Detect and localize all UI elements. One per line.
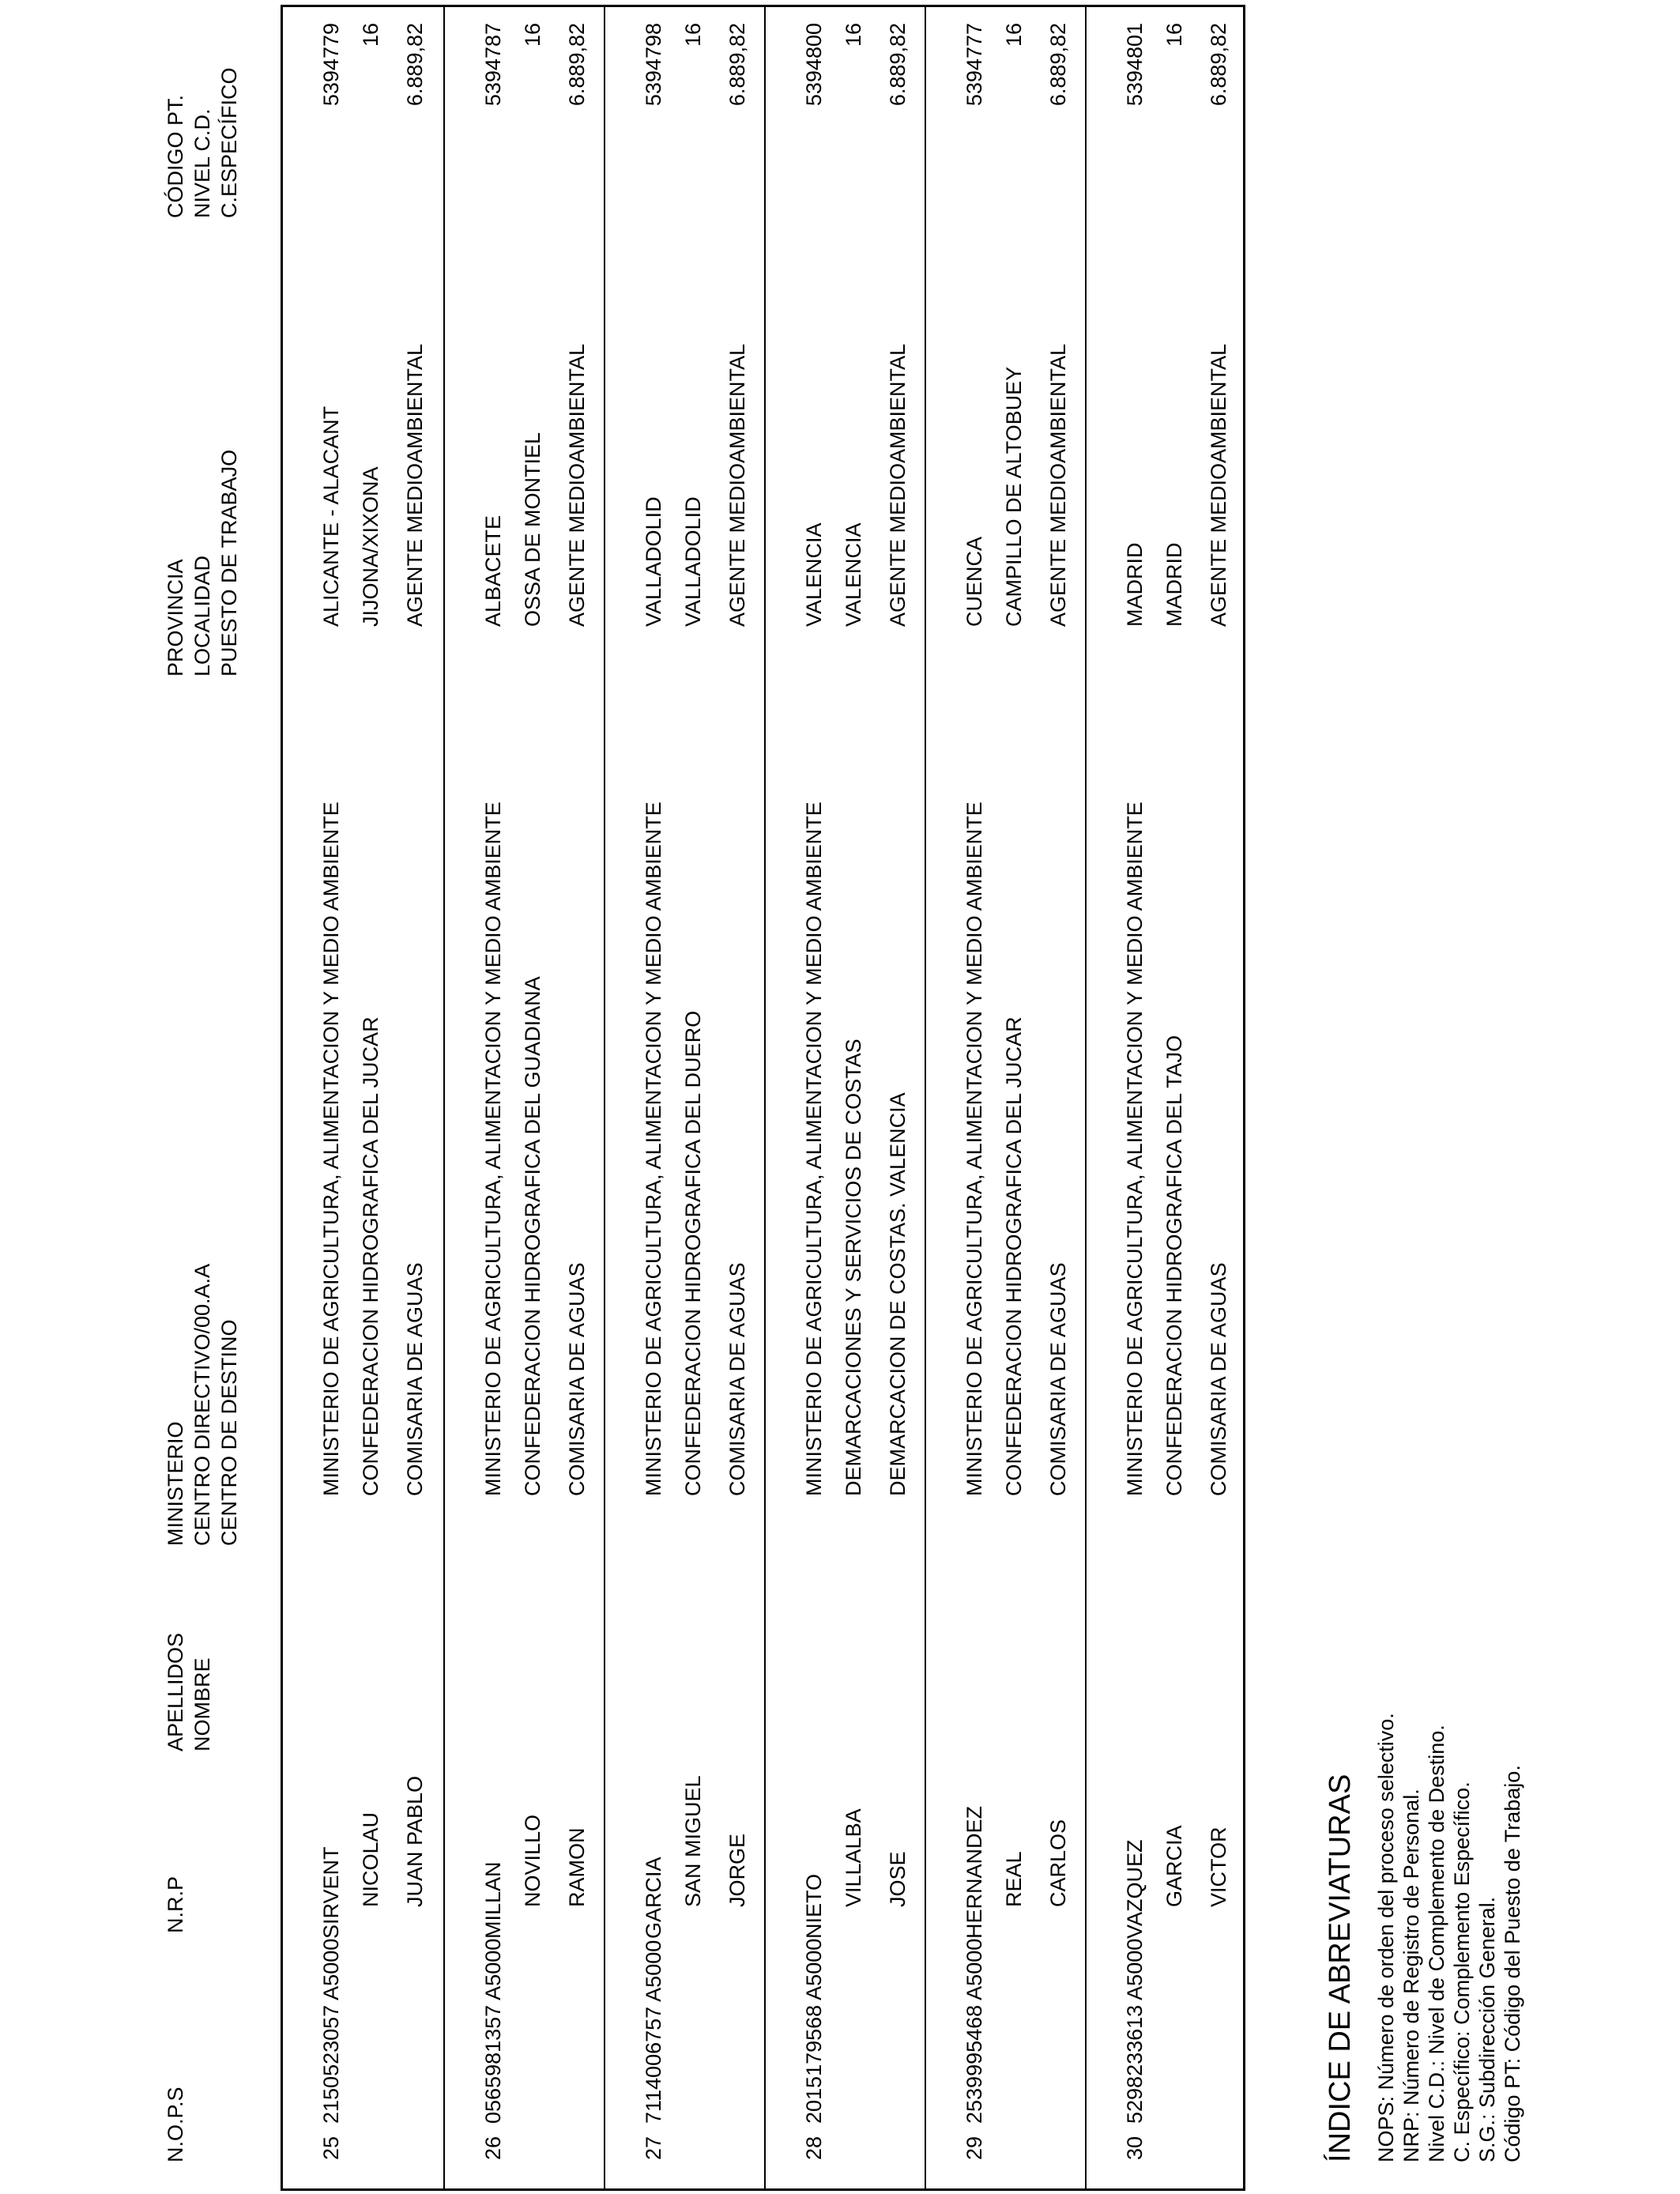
centro-directivo-cell: CONFEDERACION HIDROGRAFICA DEL JUCAR — [359, 1016, 382, 1496]
nrp-cell: 5298233613 A5000 — [1123, 1938, 1147, 2124]
apellido1-cell: SIRVENT — [319, 1846, 343, 1939]
centro-destino-cell: COMISARIA DE AGUAS — [1207, 1262, 1230, 1496]
header-localidad-label: LOCALIDAD — [190, 555, 214, 677]
nops-cell: 27 — [642, 2136, 665, 2160]
nivel-cell: 16 — [521, 23, 544, 47]
apellido1-cell: GARCIA — [642, 1857, 665, 1939]
ministerio-cell: MINISTERIO DE AGRICULTURA, ALIMENTACION Y MEDIO AMBIENTE — [642, 801, 665, 1496]
table-row — [925, 7, 1088, 2188]
records-table — [281, 5, 1245, 2191]
centro-directivo-cell: CONFEDERACION HIDROGRAFICA DEL TAJO — [1162, 1035, 1186, 1496]
header-nops — [162, 2087, 241, 2162]
nivel-cell: 16 — [842, 23, 865, 47]
codigo-cell: 5394800 — [802, 23, 826, 107]
provincia-cell: ALBACETE — [481, 515, 505, 627]
localidad-cell: CAMPILLO DE ALTOBUEY — [1002, 366, 1026, 627]
ministerio-cell: MINISTERIO DE AGRICULTURA, ALIMENTACION Y MEDIO AMBIENTE — [802, 801, 826, 1496]
apellido2-cell: NOVILLO — [521, 1814, 544, 1907]
localidad-cell: MADRID — [1162, 542, 1186, 627]
puesto-cell: AGENTE MEDIOAMBIENTAL — [1046, 343, 1070, 627]
centro-directivo-cell: CONFEDERACION HIDROGRAFICA DEL JUCAR — [1002, 1016, 1026, 1496]
abbreviation-item: S.G.: Subdirección General. — [1475, 1896, 1499, 2162]
nrp-cell: 2539995468 A5000 — [962, 1938, 986, 2124]
nivel-cell: 16 — [1162, 23, 1186, 47]
abbreviation-item: C. Específico: Complemento Específico. — [1450, 1781, 1474, 2162]
table-row — [283, 7, 445, 2188]
apellido1-cell: MILLAN — [481, 1861, 505, 1939]
table-row — [443, 7, 607, 2188]
localidad-cell: VALENCIA — [842, 522, 865, 627]
apellido1-cell: VAZQUEZ — [1123, 1839, 1147, 1939]
apellido1-cell: HERNANDEZ — [962, 1805, 986, 1939]
provincia-cell: MADRID — [1123, 542, 1147, 627]
header-codigo — [162, 67, 241, 218]
nivel-cell: 16 — [681, 23, 705, 47]
centro-directivo-cell: CONFEDERACION HIDROGRAFICA DEL DUERO — [681, 1010, 705, 1496]
especifico-cell: 6.889,82 — [565, 23, 589, 107]
header-provincia — [162, 450, 241, 677]
apellido2-cell: SAN MIGUEL — [681, 1775, 705, 1907]
header-apellidos — [162, 1633, 241, 1751]
header-puesto-label: PUESTO DE TRABAJO — [217, 449, 241, 677]
nombre-cell: CARLOS — [1046, 1819, 1070, 1907]
table-row — [1085, 7, 1249, 2188]
nombre-cell: RAMON — [565, 1827, 589, 1907]
nops-cell: 25 — [319, 2136, 343, 2160]
centro-destino-cell: COMISARIA DE AGUAS — [403, 1262, 427, 1496]
apellido2-cell: REAL — [1002, 1851, 1026, 1907]
apellido2-cell: NICOLAU — [359, 1811, 382, 1907]
nops-cell: 30 — [1123, 2136, 1147, 2160]
table-row — [604, 7, 767, 2188]
nombre-cell: JOSE — [886, 1851, 910, 1907]
nivel-cell: 16 — [359, 23, 382, 47]
puesto-cell: AGENTE MEDIOAMBIENTAL — [886, 343, 910, 627]
puesto-cell: AGENTE MEDIOAMBIENTAL — [725, 343, 749, 627]
header-centro-directivo-label: CENTRO DIRECTIVO/00.A.A — [190, 1263, 214, 1546]
centro-destino-cell: COMISARIA DE AGUAS — [725, 1262, 749, 1496]
provincia-cell: VALLADOLID — [642, 496, 665, 627]
abbreviation-item: Código PT: Código del Puesto de Trabajo. — [1501, 1765, 1524, 2162]
ministerio-cell: MINISTERIO DE AGRICULTURA, ALIMENTACION Y MEDIO AMBIENTE — [962, 801, 986, 1496]
localidad-cell: OSSA DE MONTIEL — [521, 432, 544, 627]
header-nrp-label: N.R.P — [164, 1875, 187, 1933]
table-row — [764, 7, 928, 2188]
centro-destino-cell: DEMARCACION DE COSTAS. VALENCIA — [886, 1092, 910, 1496]
especifico-cell: 6.889,82 — [1207, 23, 1230, 107]
nivel-cell: 16 — [1002, 23, 1026, 47]
centro-directivo-cell: CONFEDERACION HIDROGRAFICA DEL GUADIANA — [521, 976, 544, 1496]
nombre-cell: JUAN PABLO — [403, 1775, 427, 1907]
codigo-cell: 5394777 — [962, 23, 986, 107]
header-ministerio — [162, 1264, 241, 1546]
abbreviation-item: NOPS: Número de orden del proceso selectivo. — [1374, 1713, 1398, 2162]
centro-destino-cell: COMISARIA DE AGUAS — [565, 1262, 589, 1496]
provincia-cell: VALENCIA — [802, 522, 826, 627]
puesto-cell: AGENTE MEDIOAMBIENTAL — [403, 343, 427, 627]
ministerio-cell: MINISTERIO DE AGRICULTURA, ALIMENTACION Y MEDIO AMBIENTE — [481, 801, 505, 1496]
especifico-cell: 6.889,82 — [725, 23, 749, 107]
localidad-cell: JIJONA/XIXONA — [359, 466, 382, 627]
abbreviations-section — [1321, 1135, 1525, 2162]
abbreviations-title: ÍNDICE DE ABREVIATURAS — [1324, 1774, 1357, 2162]
header-codigo-label: CÓDIGO PT. — [164, 94, 187, 218]
provincia-cell: ALICANTE - ALACANT — [319, 405, 343, 627]
header-centro-destino-label: CENTRO DE DESTINO — [217, 1319, 241, 1546]
nrp-cell: 2015179568 A5000 — [802, 1938, 826, 2124]
provincia-cell: CUENCA — [962, 536, 986, 627]
abbreviation-item: Nivel C.D.: Nivel de Complemento de Destino. — [1425, 1725, 1448, 2162]
nops-cell: 28 — [802, 2136, 826, 2160]
apellido2-cell: VILLALBA — [842, 1808, 865, 1907]
nombre-cell: VICTOR — [1207, 1826, 1230, 1907]
nombre-cell: JORGE — [725, 1833, 749, 1907]
especifico-cell: 6.889,82 — [403, 23, 427, 107]
header-apellidos-label: APELLIDOS — [164, 1632, 187, 1751]
localidad-cell: VALLADOLID — [681, 496, 705, 627]
apellido1-cell: NIETO — [802, 1873, 826, 1939]
codigo-cell: 5394798 — [642, 23, 665, 107]
abbreviation-item: NRP: Número de Registro de Personal. — [1399, 1789, 1423, 2162]
header-nops-label: N.O.P.S — [164, 2087, 187, 2162]
nops-cell: 29 — [962, 2136, 986, 2160]
puesto-cell: AGENTE MEDIOAMBIENTAL — [565, 343, 589, 627]
codigo-cell: 5394779 — [319, 23, 343, 107]
especifico-cell: 6.889,82 — [1046, 23, 1070, 107]
codigo-cell: 5394801 — [1123, 23, 1147, 107]
ministerio-cell: MINISTERIO DE AGRICULTURA, ALIMENTACION Y MEDIO AMBIENTE — [1123, 801, 1147, 1496]
nops-cell: 26 — [481, 2136, 505, 2160]
centro-directivo-cell: DEMARCACIONES Y SERVICIOS DE COSTAS — [842, 1039, 865, 1496]
apellido2-cell: GARCIA — [1162, 1825, 1186, 1907]
header-nombre-label: NOMBRE — [190, 1657, 214, 1751]
especifico-cell: 6.889,82 — [886, 23, 910, 107]
codigo-cell: 5394787 — [481, 23, 505, 107]
header-nrp — [162, 1876, 241, 1933]
header-ministerio-label: MINISTERIO — [164, 1421, 187, 1546]
ministerio-cell: MINISTERIO DE AGRICULTURA, ALIMENTACION Y MEDIO AMBIENTE — [319, 801, 343, 1496]
header-provincia-label: PROVINCIA — [164, 559, 187, 677]
nrp-cell: 2150523057 A5000 — [319, 1938, 343, 2124]
nrp-cell: 7114006757 A5000 — [642, 1940, 665, 2124]
nrp-cell: 0565981357 A5000 — [481, 1938, 505, 2124]
centro-destino-cell: COMISARIA DE AGUAS — [1046, 1262, 1070, 1496]
puesto-cell: AGENTE MEDIOAMBIENTAL — [1207, 343, 1230, 627]
header-nivel-label: NIVEL C.D. — [190, 108, 214, 218]
header-especifico-label: C.ESPECÍFICO — [217, 67, 241, 218]
